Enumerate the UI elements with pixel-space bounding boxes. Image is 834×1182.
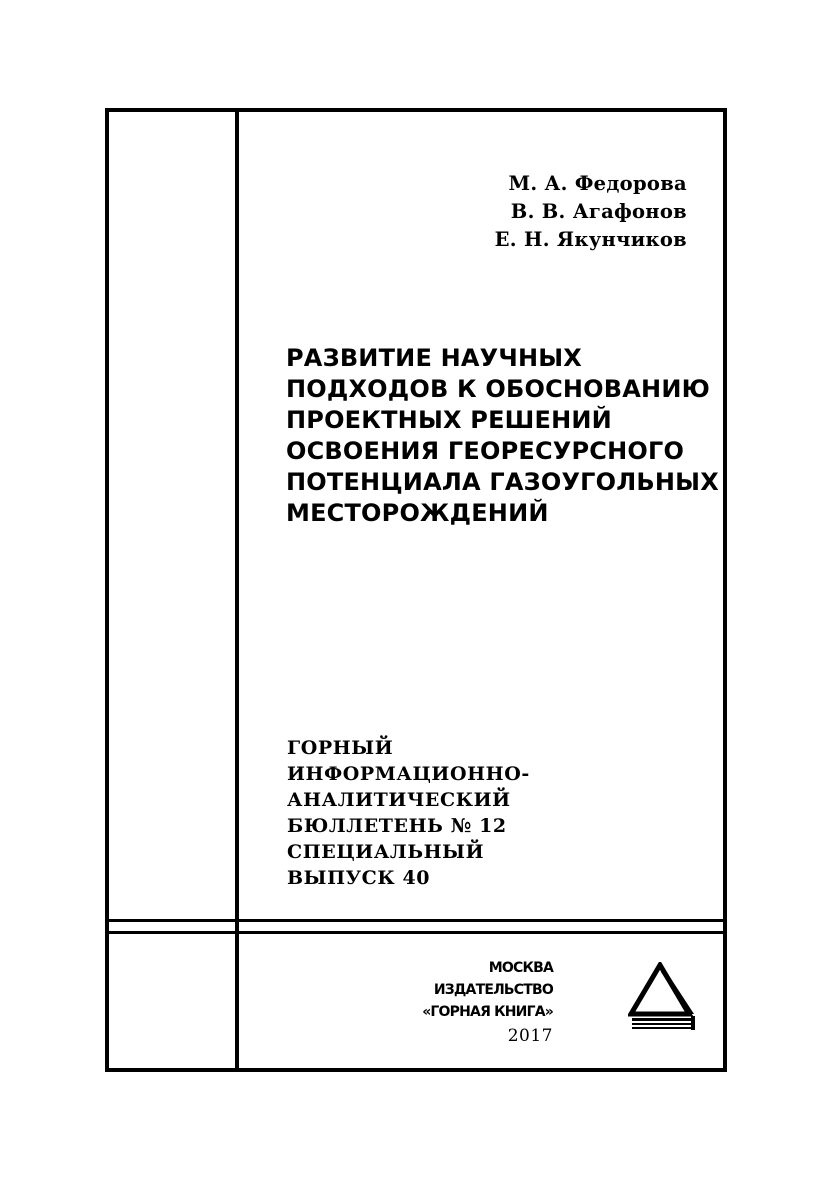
title-line: ОСВОЕНИЯ ГЕОРЕСУРСНОГО <box>286 437 685 465</box>
authors-block <box>495 170 687 254</box>
title-line: ПОТЕНЦИАЛА ГАЗОУГОЛЬНЫХ <box>286 468 719 496</box>
title-line: МЕСТОРОЖДЕНИЙ <box>286 499 549 527</box>
author-name: Е. Н. Якунчиков <box>494 228 687 251</box>
publisher-city: МОСКВА <box>488 960 553 976</box>
book-title <box>286 343 719 529</box>
series-line: ИНФОРМАЦИОННО- <box>287 763 530 785</box>
series-line: АНАЛИТИЧЕСКИЙ <box>287 789 511 811</box>
series-line: ВЫПУСК 40 <box>287 867 431 889</box>
vertical-rule <box>235 108 239 1072</box>
series-line: БЮЛЛЕТЕНЬ № 12 <box>287 815 507 837</box>
series-line: ГОРНЫЙ <box>287 737 394 759</box>
series-line: СПЕЦИАЛЬНЫЙ <box>287 841 485 863</box>
author-name: М. А. Федорова <box>508 172 687 195</box>
horizontal-rule-upper <box>105 919 727 922</box>
horizontal-rule-lower <box>105 931 727 934</box>
title-line: ПРОЕКТНЫХ РЕШЕНИЙ <box>286 406 612 434</box>
publisher-label: ИЗДАТЕЛЬСТВО <box>433 982 553 998</box>
series-info <box>287 735 530 891</box>
publisher-block <box>422 957 553 1049</box>
publisher-logo-triangle-book-icon <box>628 962 700 1032</box>
title-line: РАЗВИТИЕ НАУЧНЫХ <box>286 344 583 372</box>
author-name: В. В. Агафонов <box>510 200 687 223</box>
publication-year: 2017 <box>507 1026 553 1046</box>
publisher-name: «ГОРНАЯ КНИГА» <box>422 1004 553 1020</box>
title-line: ПОДХОДОВ К ОБОСНОВАНИЮ <box>286 375 710 403</box>
